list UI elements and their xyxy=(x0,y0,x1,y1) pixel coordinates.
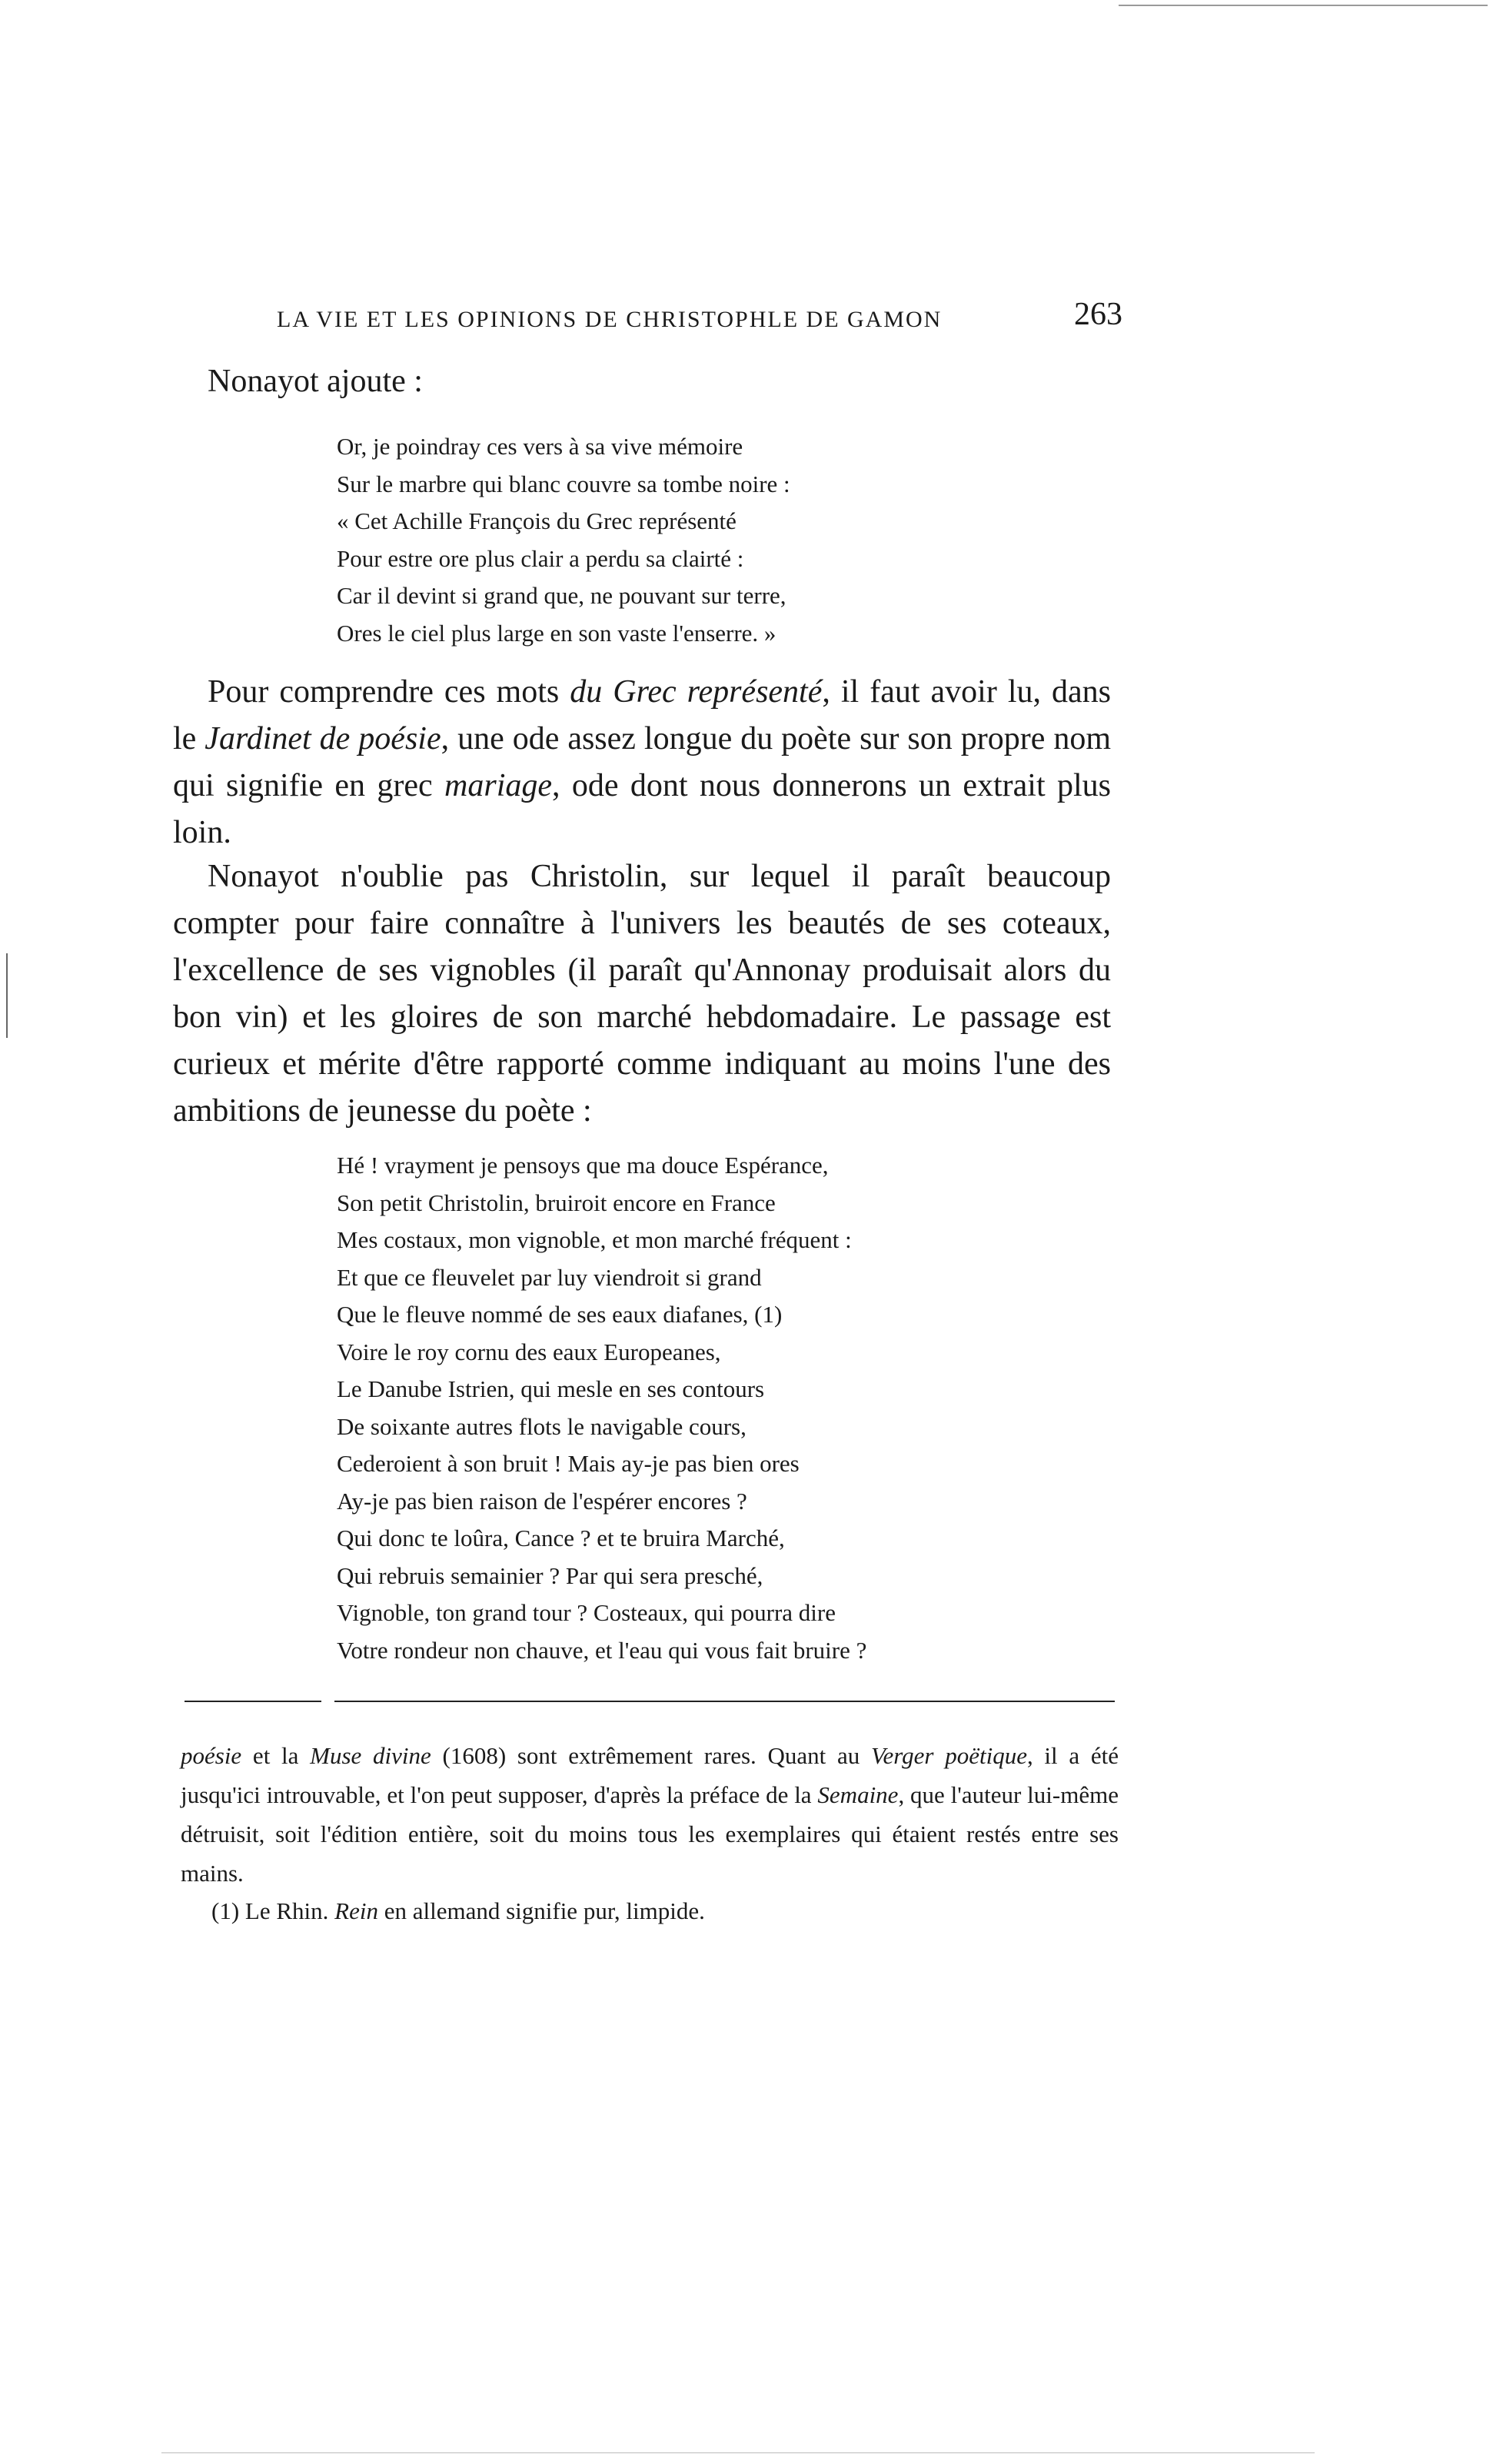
verse-line: Sur le marbre qui blanc couvre sa tombe noire : xyxy=(337,470,790,497)
verse-line: Pour estre ore plus clair a perdu sa clairté : xyxy=(337,544,744,572)
verse-line: Et que ce fleuvelet par luy viendroit si grand xyxy=(337,1263,762,1291)
verse-line: Or, je poindray ces vers à sa vive mémoire xyxy=(337,433,743,460)
verse-line: Qui rebruis semainier ? Par qui sera presché, xyxy=(337,1561,763,1589)
verse-line: Qui donc te loûra, Cance ? et te bruira Marché, xyxy=(337,1525,785,1551)
footnote-1: (1) Le Rhin. Rein en allemand signifie pur, limpide. xyxy=(211,1897,705,1924)
paragraph-2: Nonayot n'oublie pas Christolin, sur lequel il paraît beaucoup compter pour faire connaître à l'univers les beautés de ses coteaux, l'excellence de ses vignobles (il paraît qu'Annonay produisait alors du bon vin) et les gloires de son marché hebdomadaire. Le passage est curieux et mérite d'être rapporté comme indiquant au moins l'une des ambitions de jeunesse du poète : xyxy=(173,859,1111,1129)
verse-line: Le Danube Istrien, qui mesle en ses contours xyxy=(337,1375,765,1402)
paragraph-1: Pour comprendre ces mots du Grec représenté, il faut avoir lu, dans le Jardinet de poésie, une ode assez longue du poète sur son propre nom qui signifie en grec mariage, ode dont nous donnerons un extrait plus loin. xyxy=(173,674,1112,850)
verse-line: Son petit Christolin, bruiroit encore en France xyxy=(337,1189,776,1216)
verse-line: Ores le ciel plus large en son vaste l'enserre. » xyxy=(337,619,776,647)
footnote-rule-long xyxy=(334,1701,1115,1702)
verse-block-2 xyxy=(337,1147,866,1669)
verse-line: Voire le roy cornu des eaux Europeanes, xyxy=(337,1338,721,1365)
verse-line: Mes costaux, mon vignoble, et mon marché fréquent : xyxy=(337,1226,852,1253)
verse-line: Car il devint si grand que, ne pouvant sur terre, xyxy=(337,582,786,609)
verse-line: « Cet Achille François du Grec représenté xyxy=(337,507,737,534)
verse-line: Vignoble, ton grand tour ? Costeaux, qui pourra dire xyxy=(337,1599,836,1626)
running-title: LA VIE ET LES OPINIONS DE CHRISTOPHLE DE GAMON xyxy=(277,307,943,332)
verse-line: Que le fleuve nommé de ses eaux diafanes, (1) xyxy=(337,1301,783,1328)
verse-block-1 xyxy=(337,428,790,652)
verse-line: De soixante autres flots le navigable cours, xyxy=(337,1412,747,1440)
top-scan-edge xyxy=(1119,5,1488,6)
verse-line: Hé ! vrayment je pensoys que ma douce Espérance, xyxy=(337,1152,829,1179)
verse-line: Ay-je pas bien raison de l'espérer encores ? xyxy=(337,1487,747,1515)
lead-line: Nonayot ajoute : xyxy=(208,364,423,399)
footnote-continued: poésie et la Muse divine (1608) sont extrêmement rares. Quant au Verger poëtique, il a été jusqu'ici introuvable, et l'on peut supposer, d'après la préface de la Semaine, que l'auteur lui-même détruisit, soit l'édition entière, soit du moins tous les exemplaires qui étaient restés entre ses mains. xyxy=(181,1742,1119,1887)
footnote-rule-short xyxy=(185,1701,321,1702)
bottom-scan-edge xyxy=(161,2452,1315,2453)
scan-margin-mark xyxy=(6,953,8,1038)
verse-line: Votre rondeur non chauve, et l'eau qui vous fait bruire ? xyxy=(337,1636,867,1664)
verse-line: Cederoient à son bruit ! Mais ay-je pas bien ores xyxy=(337,1450,800,1477)
running-head xyxy=(277,296,1122,342)
page-number: 263 xyxy=(1074,297,1122,332)
